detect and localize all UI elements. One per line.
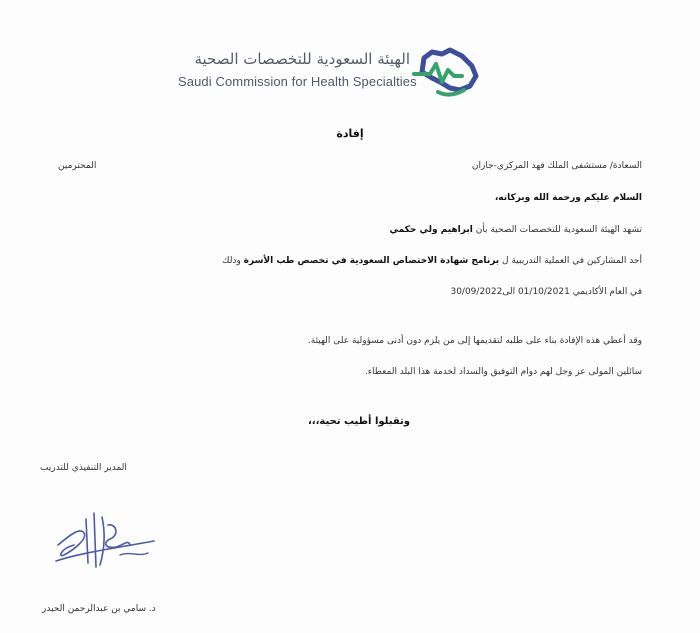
- respected-label: المحترمين: [58, 161, 97, 171]
- academic-year-line: في العام الأكاديمي 01/10/2021 الى30/09/2022: [450, 287, 642, 297]
- program-line: [42, 256, 642, 266]
- certify-line: [42, 225, 642, 235]
- signer-name: د. سامي بن عبدالرحمن الحيدر: [42, 604, 156, 614]
- issued-line: وقد أعطي هذه الإفادة بناء على طلبه لتقديمها إلى من يلزم دون أدنى مسؤولية على الهيئة.: [307, 336, 642, 346]
- handwritten-signature: [50, 505, 160, 580]
- program-name: برنامج شهادة الاختصاص السعودية في تخصص طب الأسرة: [243, 256, 500, 266]
- program-suffix: وذلك: [222, 256, 241, 266]
- scfhs-logo-icon: [410, 42, 486, 104]
- org-name-english: Saudi Commission for Health Specialties: [178, 74, 417, 89]
- closing-line: وتقبلوا أطيب تحية،،،: [307, 416, 410, 427]
- addressee-line: السعادة/ مستشفى الملك فهد المركزي-جازان: [471, 161, 642, 171]
- trainee-name: ابراهيم ولي حكمي: [389, 225, 473, 235]
- program-prefix: أحد المشاركين في العملية التدريبية ل: [502, 256, 642, 266]
- greeting-line: السلام عليكم ورحمة الله وبركاته،: [494, 193, 642, 203]
- certify-prefix: تشهد الهيئة السعودية للتخصصات الصحية بأن: [475, 225, 642, 235]
- org-name-arabic: الهيئة السعودية للتخصصات الصحية: [194, 50, 410, 68]
- prayer-line: سائلين المولى عز وجل لهم دوام التوفيق والسداد لخدمة هذا البلد المعطاء.: [364, 367, 642, 377]
- document-title: إفادة: [336, 127, 364, 140]
- signer-title: المدير التنفيذي للتدريب: [40, 463, 127, 473]
